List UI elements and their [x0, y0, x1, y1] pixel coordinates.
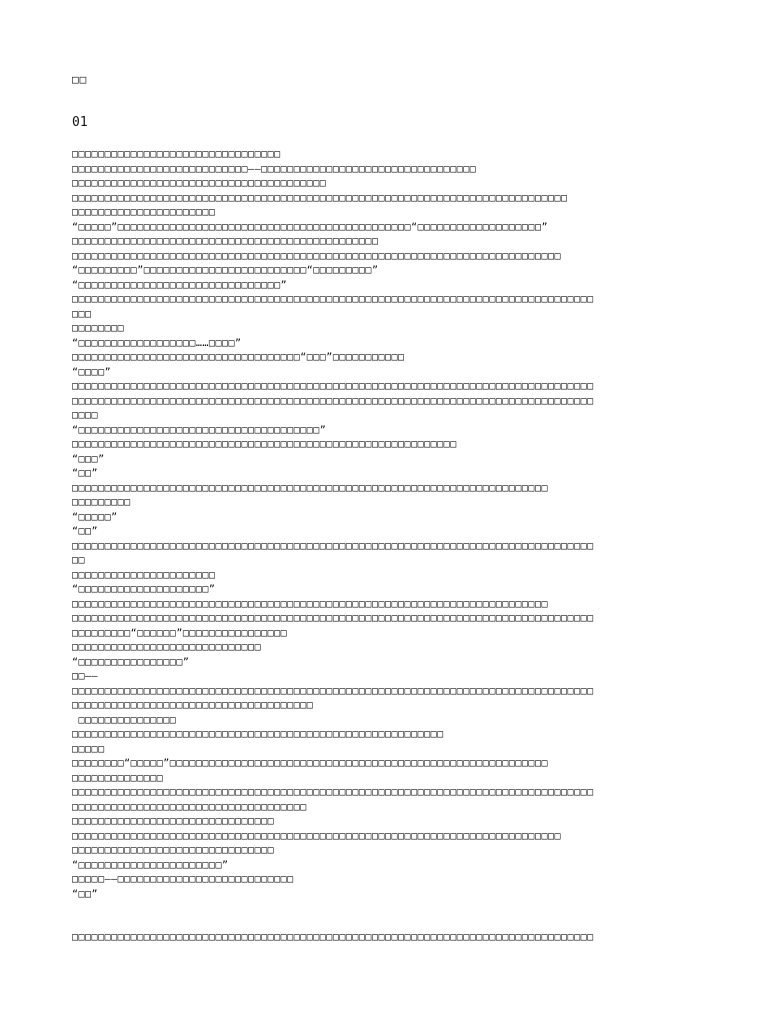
text-line: □□□□□□□□□□□□□□□□□□□□□□□□□□□□□□□□□□□□ — [72, 801, 307, 813]
text-line: □□□□□——□□□□□□□□□□□□□□□□□□□□□□□□□□□ — [72, 874, 294, 885]
text-line: □□□ — [72, 308, 92, 320]
text-line: “□□” — [72, 526, 99, 537]
text-line: □□□□□ — [72, 743, 105, 755]
text-line: □□□□□□□□□□□□□□□□□□□□□□□□□□□□□□□□□□□□□□□□□□□□□□□□□□□□□□□□□□□□□□□□□□□□□□□□□□□□□□□□ — [72, 540, 594, 552]
text-line: □□□□□□□□□□□□□□□□□□□□□□□□□□□□□□□□□□□□□□□□□□□□□□□□□□□□□□□□□□□□□□□□□□□□□□□□□□□□□□□□ — [72, 613, 594, 624]
body-text — [72, 148, 702, 946]
text-line: □□□□□□□□“□□□□□”□□□□□□□□□□□□□□□□□□□□□□□□□□□□□□□□□□□□□□□□□□□□□□□□□□□□□□□□□□ — [72, 758, 548, 769]
text-line: □□□□□□□□□□□□□□□□□□□□□□□□□□□——□□□□□□□□□□□□□□□□□□□□□□□□□□□□□□□□□ — [72, 163, 477, 175]
chapter-number: 01 — [72, 115, 88, 130]
text-line: “□□□□□”□□□□□□□□□□□□□□□□□□□□□□□□□□□□□□□□□□□□□□□□□□□□□“□□□□□□□□□□□□□□□□□□□” — [72, 221, 548, 233]
document-title: □□ — [72, 73, 88, 86]
text-line: □□□□□□□□□□□□□□□□□□□□□□□□□□□□□□□□□□□□□□□□□□□□□□□□□□□□□□□□□□□□□□□□□□□□□□□□□□□ — [72, 250, 562, 262]
text-line: □□□□□□□□□□□□□□□□□□□□□□□□□□□□□□□□□□□□□□□□□□□□□□□□□□□□□□□□□□□□□□□□□□□□□□□□□□□ — [72, 830, 562, 842]
text-line: □□□□□□□□□ — [72, 497, 131, 508]
text-line: □□□□□□□□□□□□□□□□□□□□□□□□□□□□□ — [72, 642, 262, 653]
text-line: □□□□□□□□□□□□□□□□□□□□□□□□□□□□□□□ — [72, 845, 275, 856]
text-line: □□□□□□□□□□□□□□□□□□□□□□□□□□□□□□□□□□□□□□□□□□□□□□□□□□□□□□□□□□□□□□□□□□□□□□□□□ — [72, 598, 548, 610]
text-line: □□□□□□□□□□□□□□□□□□□□□□□□□□□□□□□□□□□□□□□□□□□□□□□□□□□□□□□□□ — [72, 729, 444, 740]
text-line: □□□□□□□□□□□□□□□□□□□□□□□□□□□□□□□□□□□□□□□□□□□□□□□□□□□□□□□□□□□□□□□□□□□□□□□□□□□□□□□□ — [72, 381, 594, 392]
text-line: “□□” — [72, 888, 99, 900]
text-line: □□—— — [72, 671, 99, 682]
text-line: □□□□□□□□□□□□□□□□□□□□□□□□□□□□□□□□□□□□□ — [72, 700, 314, 711]
text-line: □□□□□□□□□□□□□□□□□□□□□□□□□□□□□□□□□□□□□□□□□□□□□□□□□□□□□□□□□□□□□□□□□□□□□□□□□□□□□□□□ — [72, 395, 594, 407]
text-line: □□□□□□□□□□□□□□□□□□□□□□□□□□□□□□□□□□□“□□□”□□□□□□□□□□□ — [72, 352, 405, 363]
text-line: “□□□□□□□□□□□□□□□□□□□□” — [72, 584, 216, 595]
text-line: □□□□□□□□□□□□□□□□□□□□□□□□□□□□□□□□□□□□□□□□□□□□□□□□□□□□□□□□□□□ — [72, 439, 457, 450]
text-line: □□□□□□□□□□□□□□□□□□□□□□□□□□□□□□□□□□□□□□□□□□□□□□□□□□□□□□□□□□□□□□□□□□□□□□□□□□□□□□□□ — [72, 932, 594, 943]
text-line: □□□□□□□□□□□□□□□□□□□□□□□□□□□□□□□□ — [72, 149, 281, 160]
text-line: “□□□□□” — [72, 511, 118, 523]
text-line: □□ — [72, 555, 86, 566]
text-line: □□□□□□□□□□□□□□ — [72, 772, 164, 784]
text-line: □□□□□□□□□□□□□□□□□□□□□□□□□□□□□□□□□□□□□□□□□□□□□□□□□□□□□□□□□□□□□□□□□□□□□□□□□□□□□□□□ — [72, 294, 594, 305]
text-line: “□□□□□□□□□□□□□□□□□□□□□□” — [72, 859, 229, 871]
text-line: “□□□□” — [72, 366, 112, 378]
text-line — [72, 902, 702, 931]
text-line: □□□□□□□□□□□□□□□□□□□□□□ — [72, 207, 216, 218]
text-line: □□□□□□□□□□□□□□□□□□□□□□□□□□□□□□□□□□□□□□□□□□□□□□□□□□□□□□□□□□□□□□□□□□□□□□□□□□□□ — [72, 192, 568, 204]
text-line: □□□□□□□□□□□□□□□□□□□□□□□□□□□□□□□□□□□□□□□□□□□□□□□ — [72, 236, 379, 247]
text-line: □□□□□□□□ — [72, 323, 125, 334]
text-line: □□□□□□□□□□□□□□□□□□□□□□□□□□□□□□□□□□□□□□□□□□□□□□□□□□□□□□□□□□□□□□□□□□□□□□□□□ — [72, 482, 548, 494]
text-line: □□□□□□□□□“□□□□□□”□□□□□□□□□□□□□□□□ — [72, 627, 288, 639]
text-line: □□□□□□□□□□□□□□□□□□□□□□□□□□□□□□□□□□□□□□□□□□□□□□□□□□□□□□□□□□□□□□□□□□□□□□□□□□□□□□□□ — [72, 787, 594, 798]
text-line: “□□□□□□□□□□□□□□□□□□□□□□□□□□□□□□□□□□□□□” — [72, 424, 327, 436]
text-line: □□□□□□□□□□□□□□□□□□□□□□ — [72, 569, 216, 581]
text-line: □□□□ — [72, 410, 99, 421]
text-line: □□□□□□□□□□□□□□□ — [72, 714, 177, 726]
text-line: “□□□□□□□□□”□□□□□□□□□□□□□□□□□□□□□□□□□“□□□□□□□□□” — [72, 265, 379, 276]
text-line: “□□□□□□□□□□□□□□□□□□……□□□□” — [72, 337, 242, 349]
text-line: □□□□□□□□□□□□□□□□□□□□□□□□□□□□□□□□□□□□□□□ — [72, 178, 327, 189]
text-line: □□□□□□□□□□□□□□□□□□□□□□□□□□□□□□□ — [72, 816, 275, 827]
text-line: “□□□□□□□□□□□□□□□□□□□□□□□□□□□□□□□” — [72, 279, 288, 291]
text-line: “□□□” — [72, 453, 105, 465]
text-line: □□□□□□□□□□□□□□□□□□□□□□□□□□□□□□□□□□□□□□□□□□□□□□□□□□□□□□□□□□□□□□□□□□□□□□□□□□□□□□□□ — [72, 685, 594, 697]
text-line: “□□□□□□□□□□□□□□□□” — [72, 656, 190, 668]
text-line: “□□” — [72, 468, 99, 479]
